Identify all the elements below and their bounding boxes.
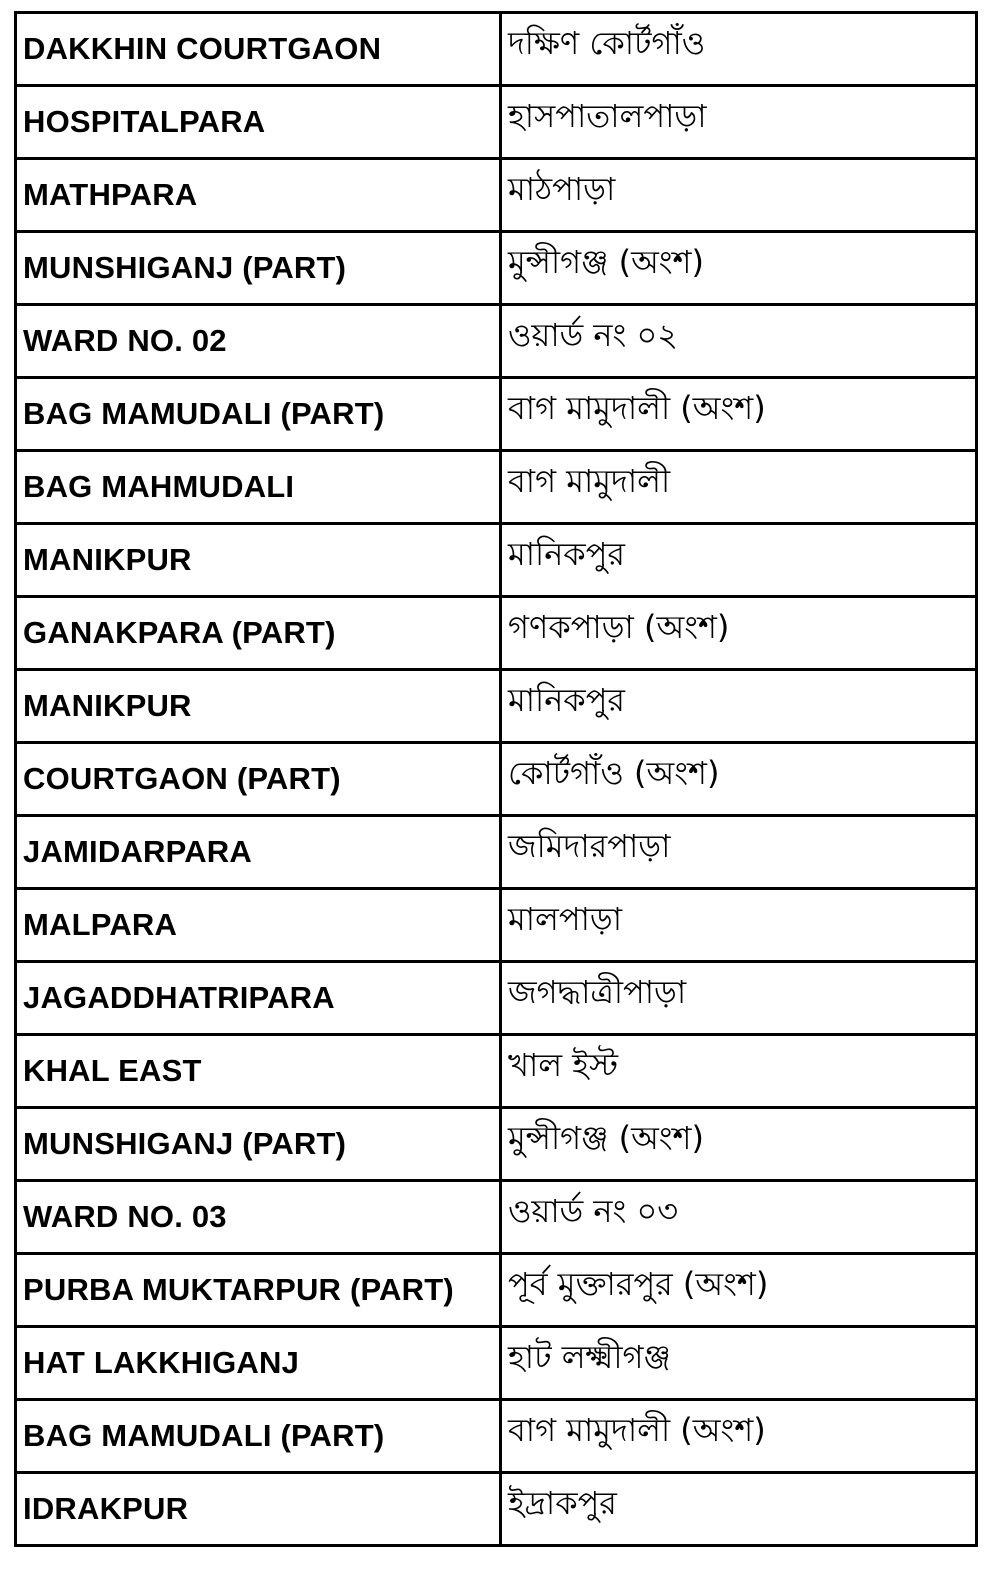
table-row: [16, 86, 977, 159]
bengali-name-cell: বাগ মামুদালী (অংশ): [501, 1400, 977, 1473]
bengali-name-cell: বাগ মামুদালী (অংশ): [501, 378, 977, 451]
english-name-cell: JAGADDHATRIPARA: [16, 962, 501, 1035]
english-name-cell: BAG MAMUDALI (PART): [16, 378, 501, 451]
bengali-name-cell: গণকপাড়া (অংশ): [501, 597, 977, 670]
table-row: [16, 743, 977, 816]
bengali-name-cell: মানিকপুর: [501, 670, 977, 743]
english-name-cell: PURBA MUKTARPUR (PART): [16, 1254, 501, 1327]
table-row: [16, 889, 977, 962]
english-name-cell: MANIKPUR: [16, 670, 501, 743]
english-name-cell: MALPARA: [16, 889, 501, 962]
english-name-cell: HAT LAKKHIGANJ: [16, 1327, 501, 1400]
bengali-name-cell: মুন্সীগঞ্জ (অংশ): [501, 1108, 977, 1181]
bengali-name-cell: দক্ষিণ কোর্টগাঁও: [501, 13, 977, 86]
english-name-cell: IDRAKPUR: [16, 1473, 501, 1546]
bengali-name-cell: মালপাড়া: [501, 889, 977, 962]
table-row: [16, 962, 977, 1035]
bengali-name-cell: জগদ্ধাত্রীপাড়া: [501, 962, 977, 1035]
english-name-cell: DAKKHIN COURTGAON: [16, 13, 501, 86]
bengali-name-cell: কোর্টগাঁও (অংশ): [501, 743, 977, 816]
table-row: [16, 232, 977, 305]
english-name-cell: MUNSHIGANJ (PART): [16, 232, 501, 305]
bengali-name-cell: মুন্সীগঞ্জ (অংশ): [501, 232, 977, 305]
locality-name-table: [14, 11, 978, 1547]
table-row: [16, 597, 977, 670]
table-row: [16, 451, 977, 524]
english-name-cell: JAMIDARPARA: [16, 816, 501, 889]
bengali-name-cell: হাসপাতালপাড়া: [501, 86, 977, 159]
table-row: [16, 1254, 977, 1327]
table-row: [16, 816, 977, 889]
english-name-cell: HOSPITALPARA: [16, 86, 501, 159]
bengali-name-cell: হাট লক্ষ্মীগঞ্জ: [501, 1327, 977, 1400]
english-name-cell: KHAL EAST: [16, 1035, 501, 1108]
table-row: [16, 1400, 977, 1473]
table-body: [16, 13, 977, 1546]
bengali-name-cell: মানিকপুর: [501, 524, 977, 597]
english-name-cell: MUNSHIGANJ (PART): [16, 1108, 501, 1181]
table-row: [16, 1181, 977, 1254]
bengali-name-cell: পূর্ব মুক্তারপুর (অংশ): [501, 1254, 977, 1327]
bengali-name-cell: মাঠপাড়া: [501, 159, 977, 232]
english-name-cell: MANIKPUR: [16, 524, 501, 597]
bengali-name-cell: বাগ মামুদালী: [501, 451, 977, 524]
english-name-cell: WARD NO. 02: [16, 305, 501, 378]
table-row: [16, 670, 977, 743]
table-row: [16, 159, 977, 232]
bengali-name-cell: ইদ্রাকপুর: [501, 1473, 977, 1546]
english-name-cell: WARD NO. 03: [16, 1181, 501, 1254]
english-name-cell: BAG MAHMUDALI: [16, 451, 501, 524]
table-row: [16, 305, 977, 378]
table-row: [16, 1035, 977, 1108]
table-row: [16, 1108, 977, 1181]
bengali-name-cell: জমিদারপাড়া: [501, 816, 977, 889]
table-row: [16, 378, 977, 451]
table-row: [16, 13, 977, 86]
table-row: [16, 1327, 977, 1400]
table-row: [16, 1473, 977, 1546]
table-row: [16, 524, 977, 597]
bengali-name-cell: খাল ইস্ট: [501, 1035, 977, 1108]
english-name-cell: GANAKPARA (PART): [16, 597, 501, 670]
bengali-name-cell: ওয়ার্ড নং ০২: [501, 305, 977, 378]
english-name-cell: COURTGAON (PART): [16, 743, 501, 816]
english-name-cell: MATHPARA: [16, 159, 501, 232]
english-name-cell: BAG MAMUDALI (PART): [16, 1400, 501, 1473]
bengali-name-cell: ওয়ার্ড নং ০৩: [501, 1181, 977, 1254]
